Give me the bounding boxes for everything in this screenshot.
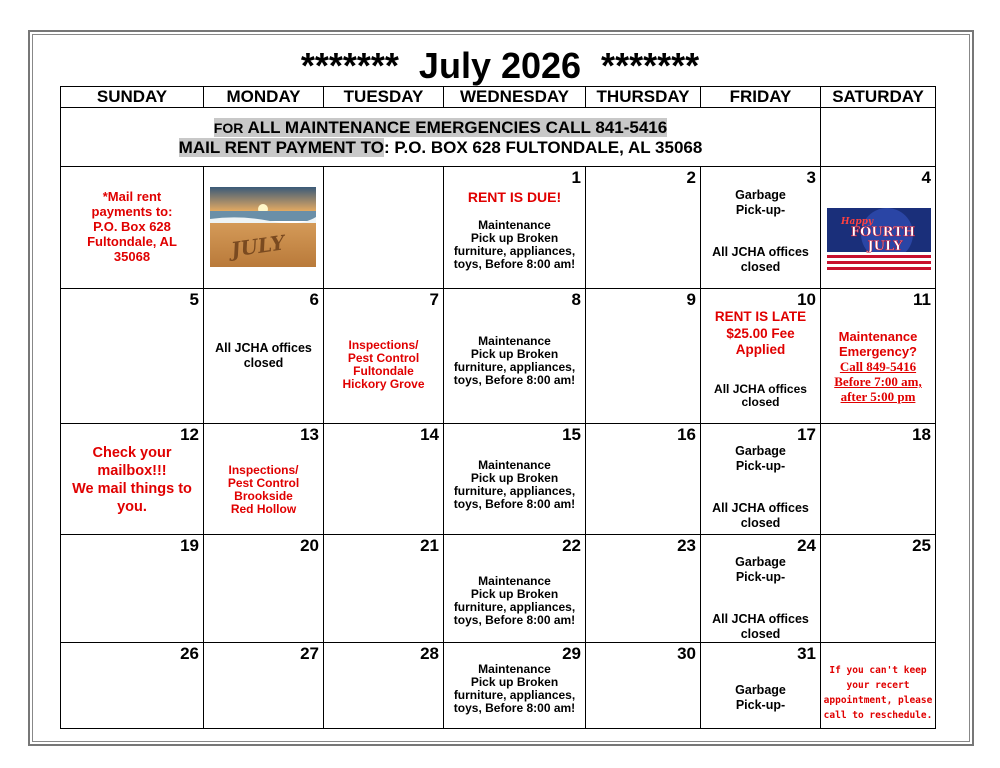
mail-line [179,138,703,157]
day-cell-28 [324,643,444,729]
july-beach-image [210,187,316,267]
day-number: 23 [677,536,696,555]
day-cell-16 [586,424,701,535]
day-cell-13 [204,424,324,535]
maintenance-note: Maintenance Pick up Broken furniture, appliances, toys, Before 8:00 am! [453,574,576,627]
garbage-note: Garbage Pick-up- [735,188,786,217]
emergency-note: Maintenance Emergency? Call 849-5416 Before 7:00 am, after 5:00 pm [834,329,922,404]
week-row [61,424,936,535]
day-cell-8 [444,289,586,424]
day-cell-26 [61,643,204,729]
garbage-note: Garbage Pick-up- [735,444,786,473]
day-number: 31 [797,644,816,663]
day-number: 3 [806,168,816,187]
day-cell-23 [586,535,701,643]
day-cell-3 [701,167,821,289]
mail-label: MAIL RENT PAYMENT TO [178,137,384,157]
day-cell-7 [324,289,444,424]
day-cell-22 [444,535,586,643]
day-number: 21 [420,536,439,555]
day-number: 16 [677,425,696,444]
offices-closed-note: All JCHA offices closed [215,341,312,370]
week-row [61,535,936,643]
day-cell-29 [444,643,586,729]
inspections-note: Inspections/ Pest Control Brookside Red Hollow [227,463,300,516]
day-cell-31 [701,643,821,729]
day-number: 20 [300,536,319,555]
mail-rent-note: *Mail rent payments to: P.O. Box 628 Fultondale, AL 35068 [87,189,177,264]
day-cell-9 [586,289,701,424]
weekday-sunday: SUNDAY [61,87,204,108]
maintenance-note: Maintenance Pick up Broken furniture, appliances, toys, Before 8:00 am! [453,218,576,271]
day-number: 27 [300,644,319,663]
mail-address: : P.O. BOX 628 FULTONDALE, AL 35068 [383,137,703,157]
svg-text:JULY: JULY [229,230,287,262]
day-number: 26 [180,644,199,663]
weekday-header-row [61,87,936,108]
day-cell-25 [821,535,936,643]
offices-closed-note: All JCHA offices closed [714,382,807,409]
rent-late-note: RENT IS LATE $25.00 Fee Applied [714,309,807,357]
day-number: 17 [797,425,816,444]
day-cell-11 [821,289,936,424]
day-number: 25 [912,536,931,555]
day-cell-17 [701,424,821,535]
svg-text:JULY: JULY [867,239,903,254]
week-row [61,289,936,424]
emergency-text: ALL MAINTENANCE EMERGENCIES CALL 841-5416 [243,117,668,137]
weekday-wednesday: WEDNESDAY [444,87,586,108]
offices-closed-note: All JCHA offices closed [712,245,809,274]
day-number: 13 [300,425,319,444]
day-number: 12 [180,425,199,444]
day-number: 15 [562,425,581,444]
calendar-title: ******* July 2026 ******* [300,45,700,86]
offices-closed-note: All JCHA offices closed [712,612,809,641]
day-cell-empty [61,167,204,289]
maintenance-note: Maintenance Pick up Broken furniture, appliances, toys, Before 8:00 am! [453,662,576,715]
day-number: 2 [686,168,696,187]
day-cell-6 [204,289,324,424]
day-number: 22 [562,536,581,555]
recert-note: If you can't keep your recert appointment, please call to reschedule. [823,665,933,721]
week-row [61,643,936,729]
day-number: 28 [420,644,439,663]
day-cell-5 [61,289,204,424]
weekday-monday: MONDAY [204,87,324,108]
day-cell-empty [821,643,936,729]
calendar-grid [60,86,936,729]
svg-text:Happy: Happy [841,217,874,227]
day-number: 18 [912,425,931,444]
day-cell-27 [204,643,324,729]
weekday-saturday: SATURDAY [821,87,936,108]
day-cell-4 [821,167,936,289]
maintenance-note: Maintenance Pick up Broken furniture, appliances, toys, Before 8:00 am! [453,458,576,511]
day-cell-30 [586,643,701,729]
day-number: 5 [189,290,199,309]
day-number: 1 [571,168,581,187]
day-cell-12 [61,424,204,535]
day-number: 10 [797,290,816,309]
day-number: 14 [420,425,439,444]
fourth-of-july-image [827,208,931,270]
day-number: 4 [921,168,931,187]
weekday-friday: FRIDAY [701,87,821,108]
day-cell-15 [444,424,586,535]
day-cell-24 [701,535,821,643]
day-number: 6 [309,290,319,309]
emergency-prefix: FOR [213,119,244,136]
rent-due-note: RENT IS DUE! [467,189,562,205]
day-cell-19 [61,535,204,643]
day-cell-21 [324,535,444,643]
day-number: 11 [913,290,931,309]
day-number: 30 [677,644,696,663]
day-cell-20 [204,535,324,643]
weekday-thursday: THURSDAY [586,87,701,108]
svg-text:FOURTH: FOURTH [850,225,916,240]
day-cell-empty [204,167,324,289]
weekday-tuesday: TUESDAY [324,87,444,108]
garbage-note: Garbage Pick-up- [735,555,786,584]
day-number: 8 [571,290,581,309]
day-cell-empty [324,167,444,289]
banner-row [61,108,936,167]
garbage-note: Garbage Pick-up- [735,683,786,712]
day-number: 7 [429,290,439,309]
day-cell-10 [701,289,821,424]
week-row [61,167,936,289]
day-number: 19 [180,536,199,555]
day-cell-14 [324,424,444,535]
emergency-line [214,118,667,137]
day-cell-1 [444,167,586,289]
day-number: 24 [797,536,816,555]
day-number: 9 [686,290,696,309]
day-cell-2 [586,167,701,289]
notice-banner [61,108,821,167]
day-cell-18 [821,424,936,535]
offices-closed-note: All JCHA offices closed [712,501,809,530]
banner-empty-cell [821,108,936,167]
check-mailbox-note: Check your mailbox!!! We mail things to you. [72,445,192,515]
maintenance-note: Maintenance Pick up Broken furniture, appliances, toys, Before 8:00 am! [453,334,576,387]
day-number: 29 [562,644,581,663]
inspections-note: Inspections/ Pest Control Fultondale Hickory Grove [342,338,425,391]
